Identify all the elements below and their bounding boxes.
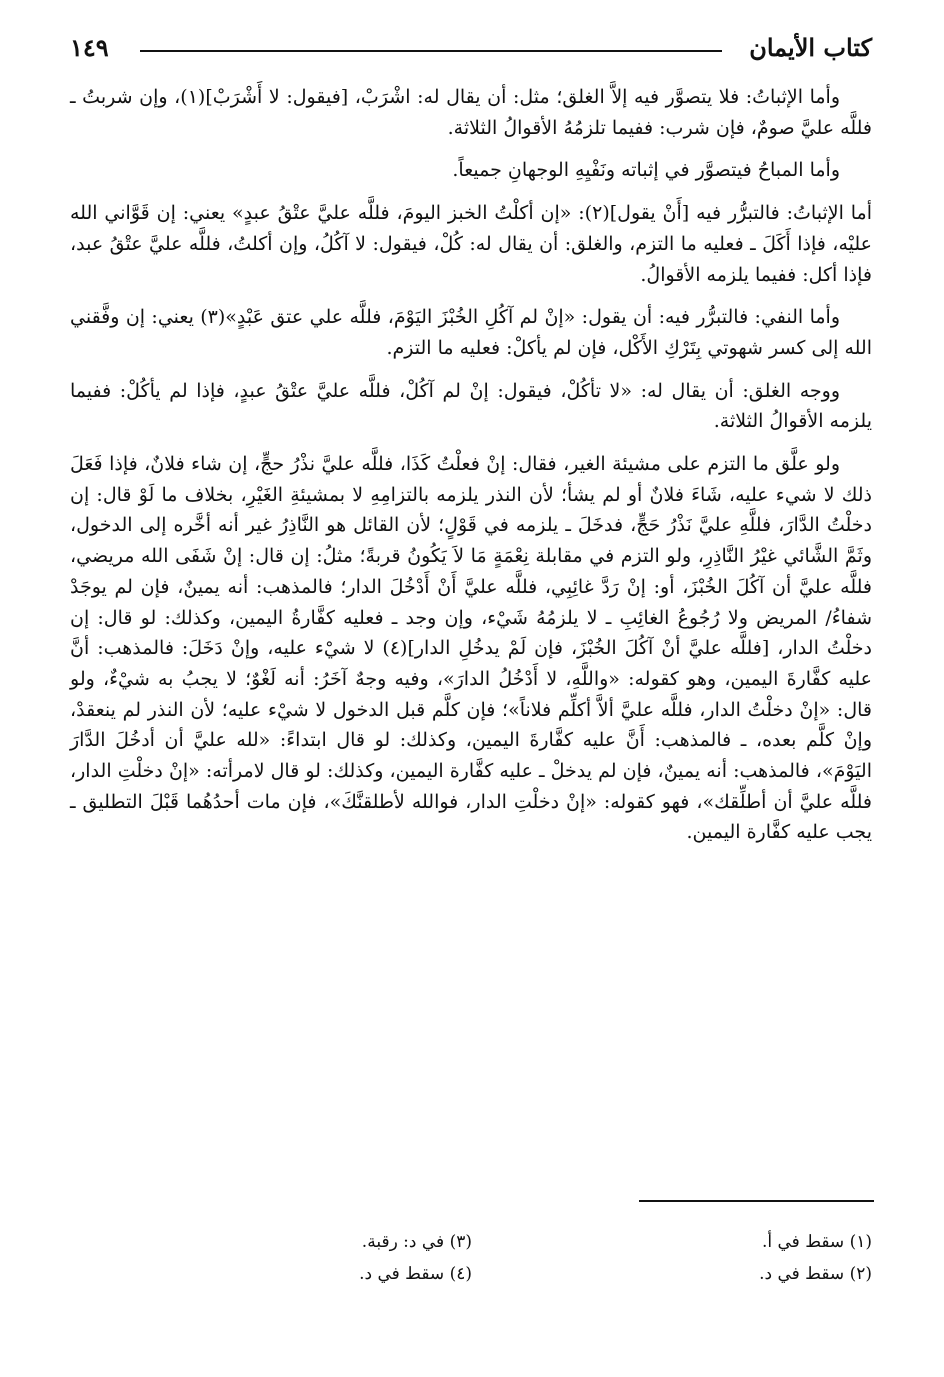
footnotes-left-column [112,1226,472,1290]
footnote-rule [639,1200,874,1202]
footnote-2: (٢) سقط في د. [759,1264,872,1284]
paragraph-negation: وأما النفي: فالتبرُّر فيه: أن يقول: «إنْ لم آكُلِ الخُبْزَ اليَوْمَ، فللَّه علي عتق عَبْدٍ»(٣) يعني: إن وفَّقني الله إلى كسر شهوتي بِتَرْكِ الأَكْل، فإن لم يأكلْ: فعليه ما التزم. [70,306,872,359]
paragraph-permissible: وأما المباحُ فيتصوَّر في إثباته ونَفْيِهِ الوجهانِ جميعاً. [452,159,840,182]
paragraph-closure: ووجه الغلق: أن يقال له: «لا تأكُلْ، فيقول: إنْ لم آكُلْ، فللَّه عليَّ عتْقُ عبدٍ، فإذا لم يأكُلْ: ففيما يلزمه الأقوالُ الثلاثة. [70,379,872,433]
paragraph-affirmation: وأما الإثباتُ: فلا يتصوَّر فيه إلاَّ الغلق؛ مثل: أن يقال له: اشْرَبْ، [فيقول: لا أَشْرَبْ](١)، وإن شربتُ ـ فللَّه عليَّ صومٌ، فإن شرب: ففيما تلزمُهُ الأقوالُ الثلاثة. [70,86,872,139]
page-header [70,30,872,74]
chapter-title: كتاب الأيمان [749,33,872,62]
footnote-1: (١) سقط في أ. [761,1232,872,1252]
paragraph-affirmation-vow: أما الإثباتُ: فالتبرُّر فيه [أَنْ يقول](٢): «إن أكلْتُ الخبز اليومَ، فللَّه عليَّ عتْقُ عبدٍ» يعني: إن قَوَّاني الله عليْه، فإذا أَكَلَ ـ فعليه ما التزم، والغلق: أن يقال له: كُلْ، فيقول: لا آكُلُ، وإن أكلتُ، فللَّه عليَّ عتْقُ عبد، فإذا أكل: ففيما يلزمه الأقوالُ. [70,202,872,286]
footnote-4: (٤) سقط في د. [359,1264,472,1284]
paragraph-conditional: ولو علَّق ما التزم على مشيئة الغير، فقال: إنْ فعلْتُ كَذَا، فللَّه عليَّ نذْرُ حجٍّ، إن شاء فلانٌ، فإذا فَعَلَ ذلك لا شيء عليه، شَاءَ فلانٌ أو لم يشأ؛ لأن النذر يلزمه بالتزامِهِ لا بمشيئةِ الغَيْرِ، بخلاف ما لَوْ قال: إن دخلْتُ الدَّارَ، فللَّهِ عليَّ نَذْرُ حَجٍّ، فدخَلَ ـ يلزمه في قَوْلٍ؛ لأن القائل هو النَّاذِرُ غير أنه أخَّره إلى الدخول، وثَمَّ الشَّائي غيْرُ النَّاذِرِ، ولو التزم في مقابلة نِعْمَةٍ مَا لاَ يَكُونُ قربةً؛ مثلُ: إن قال: إنْ شَفَى الله مريضي، فللَّه عليَّ أن آكُلَ الخُبْزَ، أو: إنْ رَدَّ غائِبِي، فللَّه عليَّ أَنْ أَدْخُلَ الدار؛ فالمذهب: أنه يمينٌ، فإن لم يوجَدْ شفاءُ/ المريض ولا رُجُوعُ الغائِبِ ـ لا يلزمُهُ شَيْء، وإن وجد ـ فعليه كفَّارةُ اليمين، وكذلك: لو قال: إن دخلْتُ الدار، [فللَّه عليَّ أنْ آكُلَ الخُبْزَ، فإن لَمْ يدخُلِ الدار](٤) لا شيْء عليه، وإنْ دَخَلَ: فالمذهب: أنَّ عليه كفَّارةَ اليمين، وهو كقوله: «واللَّهِ، لا أَدْخُلُ الدارَ»، وفيه وجهٌ آخَرُ: أنه لَغْوٌ؛ لا يجبُ به شيْءٌ، ولو قال: «إنْ دخلْتُ الدار، فللَّه عليَّ ألاَّ أكلِّم فلاناً»؛ فإن كلَّم قبل الدخول لا شيْء عليه؛ لأن النذر لم ينعقدْ، وإنْ كلَّم بعده، ـ فالمذهب: أَنَّ عليه كفَّارةَ اليمين، وكذلك: لو قال ابتداءً: «لله عليَّ أن أدخُلَ الدَّارَ اليَوْمَ»، فالمذهب: أنه يمينٌ، فإن لم يدخلْ ـ عليه كفَّارة اليمين، وكذلك: لو قال لامرأته: «إنْ دخلْتِ الدار، فللَّه عليَّ أن أطلِّقك»، فهو كقوله: «إنْ دخلْتِ الدار، فوالله لأطلقنَّكَ»، فإن مات أحدُهُما قَبْلَ التطليق ـ يجب عليه كفَّارة اليمين. [70,453,872,844]
main-text [70,82,872,860]
footnotes-right-column [512,1226,872,1290]
page-number: ١٤٩ [70,33,109,62]
footnote-3: (٣) في د: رقبة. [361,1232,472,1252]
header-rule [140,50,722,52]
